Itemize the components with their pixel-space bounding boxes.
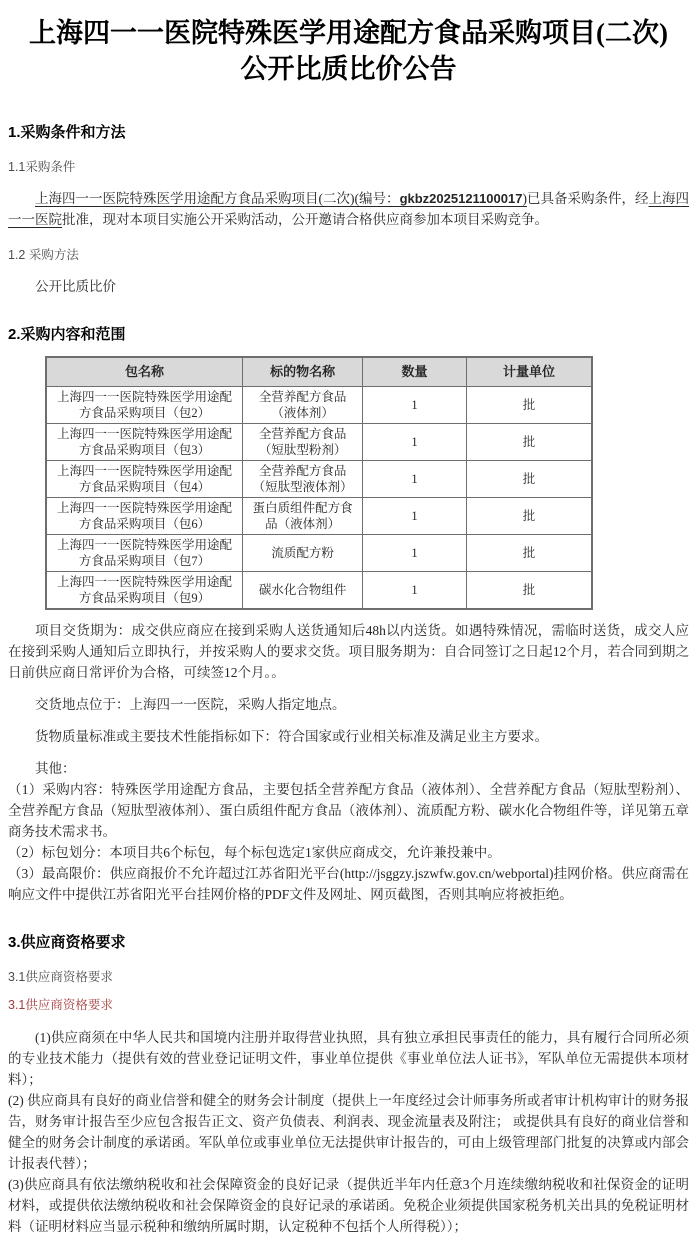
table-cell: 上海四一一医院特殊医学用途配方食品采购项目（包9） (46, 571, 243, 609)
qualification-item-1: (1)供应商须在中华人民共和国境内注册并取得营业执照，具有独立承担民事责任的能力，具有履行合同所必须的专业技术能力（提供有效的营业登记证明文件，事业单位提供《事业单位法人证书》，军队单位无需提供本项材料）； (8, 1029, 689, 1087)
table-cell: 批 (466, 386, 592, 423)
other-label: 其他： (35, 760, 76, 776)
section-3-1-label: 3.1供应商资格要求 (8, 969, 113, 984)
purchase-method-value: 公开比质比价 (35, 279, 116, 295)
qualification-item-2: (2) 供应商具有良好的商业信誉和健全的财务会计制度（提供上一年度经过会计师事务所或者审计机构审计的财务报告，财务审计报告至少应包含报告正文、资产负债表、利润表、现金流量表及附注； 或提供具有良好的商业信誉和健全的财务会计制度的承诺函。军队单位或事业单位无法提供审计报告的，可由上级管理部门批复的决算或内部会计报表代替）； (8, 1092, 689, 1171)
other-item-3: （3）最高限价：供应商报价不允许超过江苏省阳光平台(http://jsggzy.jszwfw.gov.cn/webportal)挂网价格。供应商需在响应文件中提供江苏省阳光平台挂网价格的PDF文件及网址、网页截图，否则其响应将被拒绝。 (8, 865, 689, 902)
purchase-conditions-paragraph (8, 188, 689, 230)
section-2-heading: 2.采购内容和范围 (8, 326, 126, 344)
page-title: 上海四一一医院特殊医学用途配方食品采购项目(二次)公开比质比价公告 (29, 18, 668, 84)
table-cell: 批 (466, 423, 592, 460)
table-cell: 全营养配方食品（短肽型粉剂） (243, 423, 363, 460)
table-row (46, 571, 592, 609)
table-cell: 流质配方粉 (243, 534, 363, 571)
section-3-heading: 3.供应商资格要求 (8, 933, 126, 951)
table-cell: 批 (466, 497, 592, 534)
table-cell: 上海四一一医院特殊医学用途配方食品采购项目（包6） (46, 497, 243, 534)
table-row (46, 386, 592, 423)
other-item-2: （2）标包划分：本项目共6个标包，每个标包选定1家供应商成交，允许兼投兼中。 (8, 844, 501, 860)
table-row (46, 534, 592, 571)
table-cell: 1 (363, 386, 467, 423)
table-cell: 上海四一一医院特殊医学用途配方食品采购项目（包4） (46, 460, 243, 497)
table-cell: 批 (466, 460, 592, 497)
section-1-2-label: 1.2 采购方法 (8, 248, 79, 263)
section-3-1-label-red: 3.1供应商资格要求 (8, 997, 113, 1012)
table-cell: 1 (363, 423, 467, 460)
section-1-heading: 1.采购条件和方法 (8, 124, 126, 142)
underlined-text: gkbz2025121100017 (399, 191, 523, 207)
delivery-location-paragraph: 交货地点位于：上海四一一医院，采购人指定地点。 (35, 696, 346, 712)
qualification-item-3: (3)供应商具有依法缴纳税收和社会保障资金的良好记录（提供近半年内任意3个月连续缴纳税收和社保资金的证明材料，或提供依法缴纳税收和社会保障资金的良好记录的承诺函。免税企业须提供国家税务机关出具的免税证明材料（证明材料应当显示税种和缴纳所属时期，认定税种不包括个人所得税））； (8, 1176, 689, 1234)
table-cell: 上海四一一医院特殊医学用途配方食品采购项目（包2） (46, 386, 243, 423)
table-header-cell: 标的物名称 (243, 357, 363, 386)
table-cell: 全营养配方食品（液体剂） (243, 386, 363, 423)
table-cell: 碳水化合物组件 (243, 571, 363, 609)
table-header-cell: 数量 (363, 357, 467, 386)
table-header-row (46, 357, 592, 386)
procurement-table (45, 356, 593, 610)
table-row (46, 497, 592, 534)
underlined-text: 上海四一一医院特殊医学用途配方食品采购项目(二次)(编号： (35, 191, 400, 207)
table-cell: 批 (466, 571, 592, 609)
table-header-cell: 包名称 (46, 357, 243, 386)
section-1-1-label: 1.1采购条件 (8, 160, 76, 175)
quality-standard-paragraph: 货物质量标准或主要技术性能指标如下：符合国家或行业相关标准及满足业主方要求。 (35, 728, 548, 744)
table-cell: 批 (466, 534, 592, 571)
delivery-period-paragraph: 项目交货期为：成交供应商应在接到采购人送货通知后48h以内送货。如遇特殊情况，需临时送货，成交人应在接到采购人通知后立即执行，并按采购人的要求交货。项目服务期为：自合同签订之日起12个月，若合同到期之日前供应商日常评价为合格，可续签12个月。。 (8, 622, 689, 680)
document-page (0, 16, 697, 1237)
table-cell: 上海四一一医院特殊医学用途配方食品采购项目（包7） (46, 534, 243, 571)
text-run: 批准，现对本项目实施公开采购活动，公开邀请合格供应商参加本项目采购竞争。 (62, 212, 548, 228)
text-run: 已具备采购条件，经 (526, 191, 649, 207)
table-row (46, 460, 592, 497)
table-header-cell: 计量单位 (466, 357, 592, 386)
table-cell: 上海四一一医院特殊医学用途配方食品采购项目（包3） (46, 423, 243, 460)
other-item-1: （1）采购内容：特殊医学用途配方食品，主要包括全营养配方食品（液体剂）、全营养配方食品（短肽型粉剂）、全营养配方食品（短肽型液体剂）、蛋白质组件配方食品（液体剂）、流质配方粉、碳水化合物组件等，详见第五章商务技术需求书。 (8, 781, 689, 839)
table-cell: 1 (363, 497, 467, 534)
table-cell: 全营养配方食品（短肽型液体剂） (243, 460, 363, 497)
table-row (46, 423, 592, 460)
table-cell: 1 (363, 571, 467, 609)
table-cell: 1 (363, 460, 467, 497)
table-cell: 1 (363, 534, 467, 571)
underlined-text: 上海四一一医院 (8, 191, 689, 228)
table-cell: 蛋白质组件配方食品（液体剂） (243, 497, 363, 534)
procurement-table-wrap (45, 356, 689, 610)
underlined-text: ) (522, 191, 527, 207)
